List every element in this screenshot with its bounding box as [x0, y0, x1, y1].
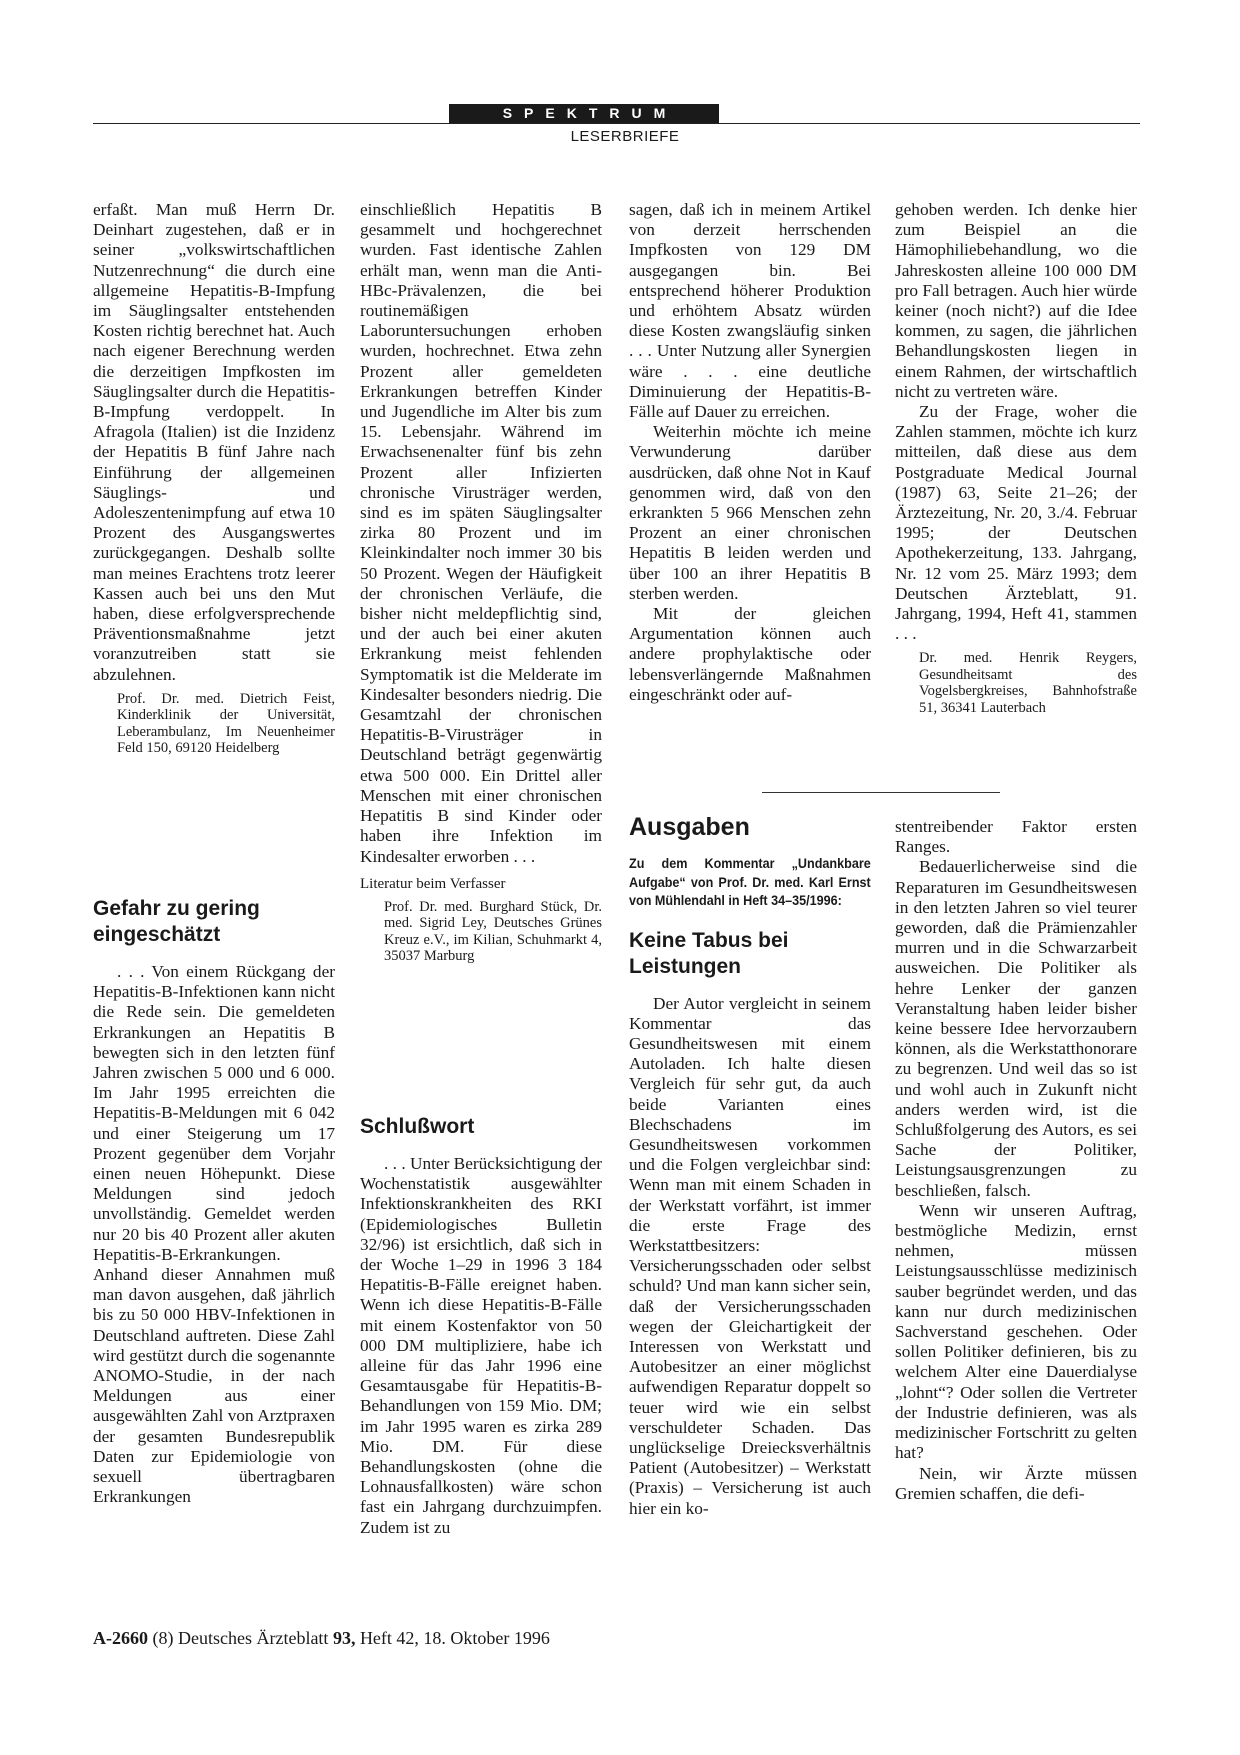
col2-literature-note: Literatur beim Verfasser: [360, 875, 506, 892]
footer-publication: (8) Deutsches Ärzteblatt: [148, 1628, 333, 1648]
col4-paragraph-1: gehoben werden. Ich denke hier zum Beispiel an die Hämophiliebehandlung, wo die Jahreskosten alleine 100 000 DM pro Fall betragen. Auch hier würde keiner (noch nicht?) auf die Idee kommen, zu sagen, die jährlichen Behandlungskosten liegen in einem Rahmen, der wirtschaftlich nicht zu vertreten wäre.: [895, 200, 1137, 401]
col3-paragraph-1: sagen, daß ich in meinem Artikel von derzeit herrschenden Impfkosten von 129 DM ausgegangen bin. Bei entsprechend höherer Produktion und erhöhtem Absatz würden diese Kosten zwangsläufig sinken . . . Unter Nutzung aller Synergien wäre . . . eine deutliche Diminuierung der Hepatitis-B-Fälle auf Dauer zu erreichen.: [629, 200, 871, 422]
col1-paragraph-2: . . . Von einem Rückgang der Hepatitis-B-Infektionen kann nicht die Rede sein. Die gemeldeten Erkrankungen an Hepatitis B bewegten sich in den letzten fünf Jahren zwischen 5 000 und 6 000. Im Jahr 1995 erreichten die Hepatitis-B-Meldungen mit 6 042 und einer Steigerung um 17 Prozent gegenüber dem Vorjahr einen neuen Höhepunkt. Diese Meldungen sind jedoch unvollständig. Gemeldet werden nur 20 bis 40 Prozent aller akuten Hepatitis-B-Erkrankungen. Anhand dieser Annahmen muß man davon ausgehen, daß jährlich bis zu 50 000 HBV-Infektionen in Deutschland auftreten. Diese Zahl wird gestützt durch die sogenannte ANOMO-Studie, in der nach Meldungen aus einer ausgewählten Zahl von Arztpraxen der gesamten Bundesrepublik Daten zur Epidemiologie von sexuell übertragbaren Erkrankungen: [93, 962, 335, 1507]
col4-paragraph-6: Nein, wir Ärzte müssen Gremien schaffen, die defi-: [895, 1463, 1137, 1503]
section-label: LESERBRIEFE: [570, 128, 680, 145]
col1-heading: Gefahr zu gering eingeschätzt: [93, 897, 260, 946]
article-divider: [762, 792, 1000, 793]
col1-signature: Prof. Dr. med. Dietrich Feist, Kinderklinik der Universität, Leberambulanz, Im Neuenheimer Feld 150, 69120 Heidelberg: [117, 690, 335, 757]
page-footer: [93, 1628, 550, 1649]
col3-heading: Keine Tabus bei Leistungen: [629, 928, 789, 978]
footer-issue: Heft 42, 18. Oktober 1996: [355, 1628, 550, 1648]
col4-paragraph-5: Wenn wir unseren Auftrag, bestmögliche Medizin, ernst nehmen, müssen Leistungsausschlüsse medizinisch sauber begründet werden, und das kann nur durch medizinischen Sachverstand geschehen. Oder sollen Politiker definieren, bis zu welchem Alter eine Dauerdialyse „lohnt“? Oder sollen die Vertreter der Industrie definieren, was als medizinischer Fortschritt zu gelten hat?: [895, 1200, 1137, 1463]
col2-heading: Schlußwort: [360, 1115, 475, 1138]
section-band: SPEKTRUM: [449, 104, 719, 123]
column-4-lower: [895, 817, 1137, 1504]
col2-signature: Prof. Dr. med. Burghard Stück, Dr. med. Sigrid Ley, Deutsches Grünes Kreuz e.V., im Kilian, Schuhmarkt 4, 35037 Marburg: [384, 898, 602, 965]
col4-paragraph-2: Zu der Frage, woher die Zahlen stammen, möchte ich kurz mitteilen, daß diese aus dem Postgraduate Medical Journal (1987) 63, Seite 21–26; der Ärztezeitung, Nr. 20, 3./4. Februar 1995; der Deutschen Apothekerzeitung, 133. Jahrgang, Nr. 12 vom 25. März 1993; dem Deutschen Ärzteblatt, 91. Jahrgang, 1994, Heft 41, stammen . . .: [895, 402, 1137, 644]
col4-paragraph-3: stentreibender Faktor ersten Ranges.: [895, 817, 1137, 857]
col3-paragraph-2: Weiterhin möchte ich meine Verwunderung darüber ausdrücken, daß ohne Not in Kauf genommen wird, daß von den erkrankten 5 966 Menschen zehn Prozent an einer chronischen Hepatitis B leiden werden und über 100 an ihrer Hepatitis B sterben werden.: [629, 422, 871, 603]
page-number: A-2660: [93, 1628, 148, 1648]
col3-paragraph-4: Der Autor vergleicht in seinem Kommentar das Gesundheitswesen mit einem Autoladen. Ich halte diesen Vergleich für sehr gut, da auch beide Varianten eines Blechschadens im Gesundheitswesen vorkommen und die Folgen vergleichbar sind: Wenn man mit einem Schaden in der Werkstatt vorfährt, ist immer die erste Frage des Werkstattbesitzers: Versicherungsschaden oder selbst schuld? Und man kann sicher sein, daß der Versicherungsschaden wegen der Gleichartigkeit der Interessen von Werkstatt und Autobesitzer an einer möglichst aufwendigen Reparatur doppelt so teuer wird wie ein selbst verschuldeter Schaden. Das unglückselige Dreiecksverhältnis Patient (Autobesitzer) – Werkstatt (Praxis) – Versicherung ist auch hier ein ko-: [629, 993, 871, 1518]
col2-paragraph-2: . . . Unter Berücksichtigung der Wochenstatistik ausgewählter Infektionskrankheiten des RKI (Epidemiologisches Bulletin 32/96) ist ersichtlich, daß sich in der Woche 1–29 in 1996 3 184 Hepatitis-B-Fälle ereignet haben. Wenn ich diese Hepatitis-B-Fälle mit einem Kostenfaktor von 50 000 DM multipliziere, habe ich alleine für das Jahr 1996 eine Gesamtausgabe für Hepatitis-B-Behandlungen von 159 Mio. DM; im Jahr 1995 waren es zirka 289 Mio. DM. Für diese Behandlungskosten (ohne die Lohnausfallkosten) wäre schon fast ein Jahrgang durchzuimpfen. Zudem ist zu: [360, 1154, 602, 1537]
article-title: Ausgaben: [629, 813, 750, 841]
column-1: [93, 200, 335, 757]
column-2-lower: [360, 1114, 602, 1538]
column-3: [629, 200, 871, 705]
footer-volume: 93,: [332, 1628, 356, 1648]
col1-paragraph-1: erfaßt. Man muß Herrn Dr. Deinhart zugestehen, daß er in seiner „volkswirtschaftlichen Nutzenrechnung“ die durch eine allgemeine Hepatitis-B-Impfung im Säuglingsalter entstehenden Kosten richtig berechnet hat. Auch nach eigener Berechnung werden die derzeitigen Impfkosten im Säuglingsalter durch die Hepatitis-B-Impfung verdoppelt. In Afragola (Italien) ist die Inzidenz der Hepatitis B fünf Jahre nach Einführung der allgemeinen Säuglings- und Adoleszentenimpfung auf etwa 10 Prozent des Ausgangswertes zurückgegangen. Deshalb sollte man meines Erachtens trotz leerer Kassen auch bei uns den Mut haben, diese erfolgversprechende Präventionsmaßnahme jetzt voranzutreiben statt sie abzulehnen.: [93, 200, 335, 684]
col4-signature: Dr. med. Henrik Reygers, Gesundheitsamt des Vogelsbergkreises, Bahnhofstraße 51, 36341 Lauterbach: [919, 650, 1137, 716]
column-3-lower: [629, 812, 871, 1519]
article-subhead: Zu dem Kommentar „Undankbare Aufgabe“ von Prof. Dr. med. Karl Ernst von Mühlendahl in Heft 34–35/1996:: [629, 855, 871, 908]
col2-paragraph-1: einschließlich Hepatitis B gesammelt und hochgerechnet wurden. Fast identische Zahlen erhält man, wenn man die Anti-HBc-Prävalenzen, die bei routinemäßigen Laboruntersuchungen erhoben wurden, hochrechnet. Etwa zehn Prozent aller gemeldeten Erkrankungen betreffen Kinder und Jugendliche im Alter bis zum 15. Lebensjahr. Während im Erwachsenenalter fünf bis zehn Prozent aller Infizierten chronische Virusträger werden, sind es im späten Säuglingsalter zirka 80 Prozent und im Kleinkindalter noch immer 30 bis 50 Prozent. Wegen der Häufigkeit der chronischen Verläufe, die bisher nicht meldepflichtig sind, und der auch bei einer akuten Erkrankung meist fehlenden Symptomatik ist die Melderate im Kindesalter besonders niedrig. Die Gesamtzahl der chronischen Hepatitis-B-Virusträger in Deutschland beträgt gegenwärtig etwa 500 000. Ein Drittel aller Menschen mit einer chronischen Hepatitis B sind Kinder oder haben ihre Infektion im Kindesalter erworben . . .: [360, 200, 602, 866]
col3-paragraph-3: Mit der gleichen Argumentation können auch andere prophylaktische oder lebensverlängernde Maßnahmen eingeschränkt oder auf-: [629, 604, 871, 704]
column-4: [895, 200, 1137, 716]
col4-paragraph-4: Bedauerlicherweise sind die Reparaturen im Gesundheitswesen in den letzten Jahren so viel teurer geworden, daß die Prämienzahler murren und in die Schwarzarbeit ausweichen. Die Politiker als hehre Lenker der ganzen Veranstaltung haben leider bisher keine bessere Idee hervorzaubern können, als die Werkstatthonorare zu begrenzen. Und weil das so ist und wohl auch in Zukunft nicht anders werden wird, ist die Schlußfolgerung des Autors, es sei Sache der Politiker, Leistungsausgrenzungen zu beschließen, falsch.: [895, 857, 1137, 1200]
column-2: [360, 200, 602, 965]
header-rule: [93, 123, 1140, 124]
column-1-lower: [93, 896, 335, 1507]
